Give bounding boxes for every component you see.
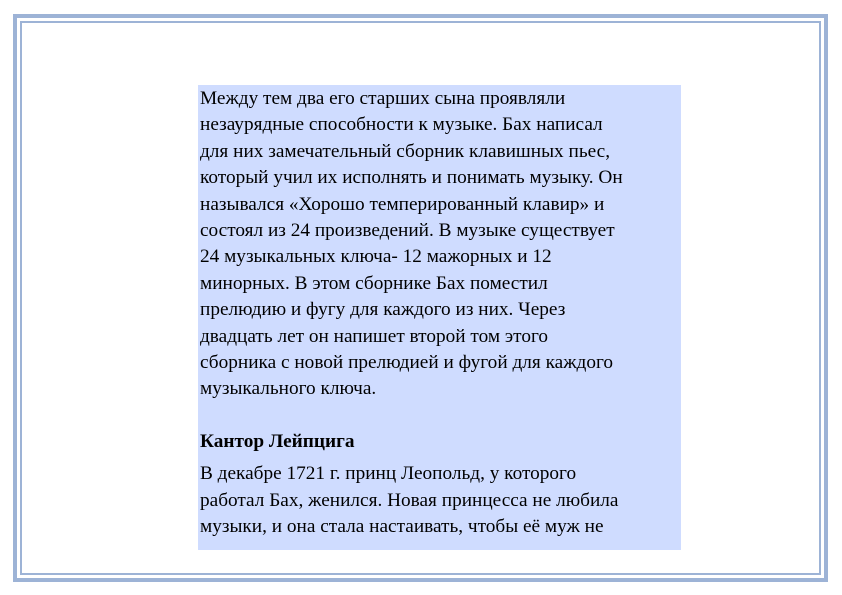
text-line: прелюдию и фугу для каждого из них. Через — [200, 299, 566, 321]
text-line: для них замечательный сборник клавишных пьес, — [200, 140, 611, 162]
text-line: состоял из 24 произведений. В музыке существует — [200, 220, 615, 242]
section-heading: Кантор Лейпцига — [200, 430, 355, 452]
text-line: сборника с новой прелюдией и фугой для каждого — [200, 352, 614, 374]
paragraph-gap — [200, 403, 681, 429]
text-line: незаурядные способности к музыке. Бах написал — [200, 114, 603, 136]
text-line: музыкального ключа. — [200, 378, 377, 400]
text-line: 24 музыкальных ключа- 12 мажорных и 12 — [200, 246, 552, 268]
text-line: В декабре 1721 г. принц Леопольд, у которого — [200, 463, 577, 485]
text-line: музыки, и она стала настаивать, чтобы её муж не — [200, 516, 604, 538]
text-line: Между тем два его старших сына проявляли — [200, 88, 566, 109]
text-line: назывался «Хорошо темперированный клавир» и — [200, 193, 605, 215]
text-line: который учил их исполнять и понимать музыку. Он — [200, 167, 623, 189]
text-line: двадцать лет он напишет второй том этого — [200, 325, 549, 347]
text-line: работал Бах, женился. Новая принцесса не любила — [200, 489, 619, 511]
text-line: минорных. В этом сборнике Бах поместил — [200, 272, 548, 294]
text-box — [198, 85, 681, 550]
paragraph-2 — [200, 461, 681, 540]
paragraph-1 — [200, 86, 681, 403]
